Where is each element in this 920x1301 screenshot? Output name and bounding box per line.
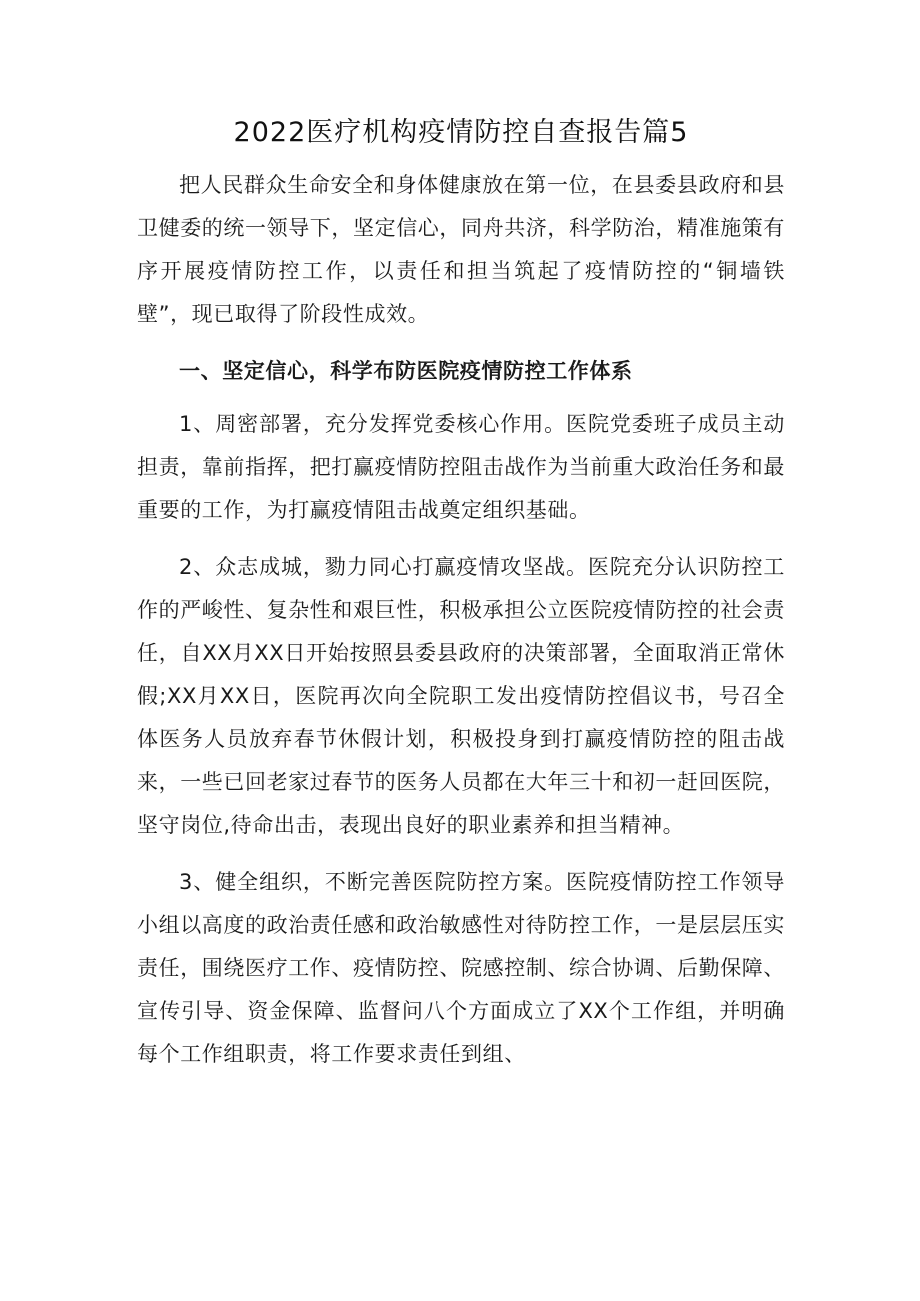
paragraph-1: 1、周密部署，充分发挥党委核心作用。医院党委班子成员主动担责，靠前指挥，把打赢疫情防控阻击战作为当前重大政治任务和最重要的工作，为打赢疫情阻击战奠定组织基础。 xyxy=(137,412,785,522)
paragraph-3: 3、健全组织，不断完善医院防控方案。医院疫情防控工作领导小组以高度的政治责任感和政治敏感性对待防控工作，一是层层压实责任，围绕医疗工作、疫情防控、院感控制、综合协调、后勤保障、宣传引导、资金保障、监督问八个方面成立了XX个工作组，并明确每个工作组职责，将工作要求责任到组、 xyxy=(137,870,785,1066)
document-title: 2022医疗机构疫情防控自查报告篇5 xyxy=(233,117,689,148)
paragraph-2: 2、众志成城，勠力同心打赢疫情攻坚战。医院充分认识防控工作的严峻性、复杂性和艰巨性，积极承担公立医院疫情防控的社会责任，自XX月XX日开始按照县委县政府的决策部署，全面取消正常休假;XX月XX日，医院再次向全院职工发出疫情防控倡议书，号召全体医务人员放弃春节休假计划，积极投身到打赢疫情防控的阻击战来，一些已回老家过春节的医务人员都在大年三十和初一赶回医院，坚守岗位,待命出击，表现出良好的职业素养和担当精神。 xyxy=(137,555,785,837)
document-page xyxy=(137,113,785,1076)
section-heading: 一、坚定信心，科学布防医院疫情防控工作体系 xyxy=(179,359,633,383)
intro-paragraph: 把人民群众生命安全和身体健康放在第一位，在县委县政府和县卫健委的统一领导下，坚定信心，同舟共济，科学防治，精准施策有序开展疫情防控工作，以责任和担当筑起了疫情防控的“铜墙铁壁”，现已取得了阶段性成效。 xyxy=(137,173,785,326)
